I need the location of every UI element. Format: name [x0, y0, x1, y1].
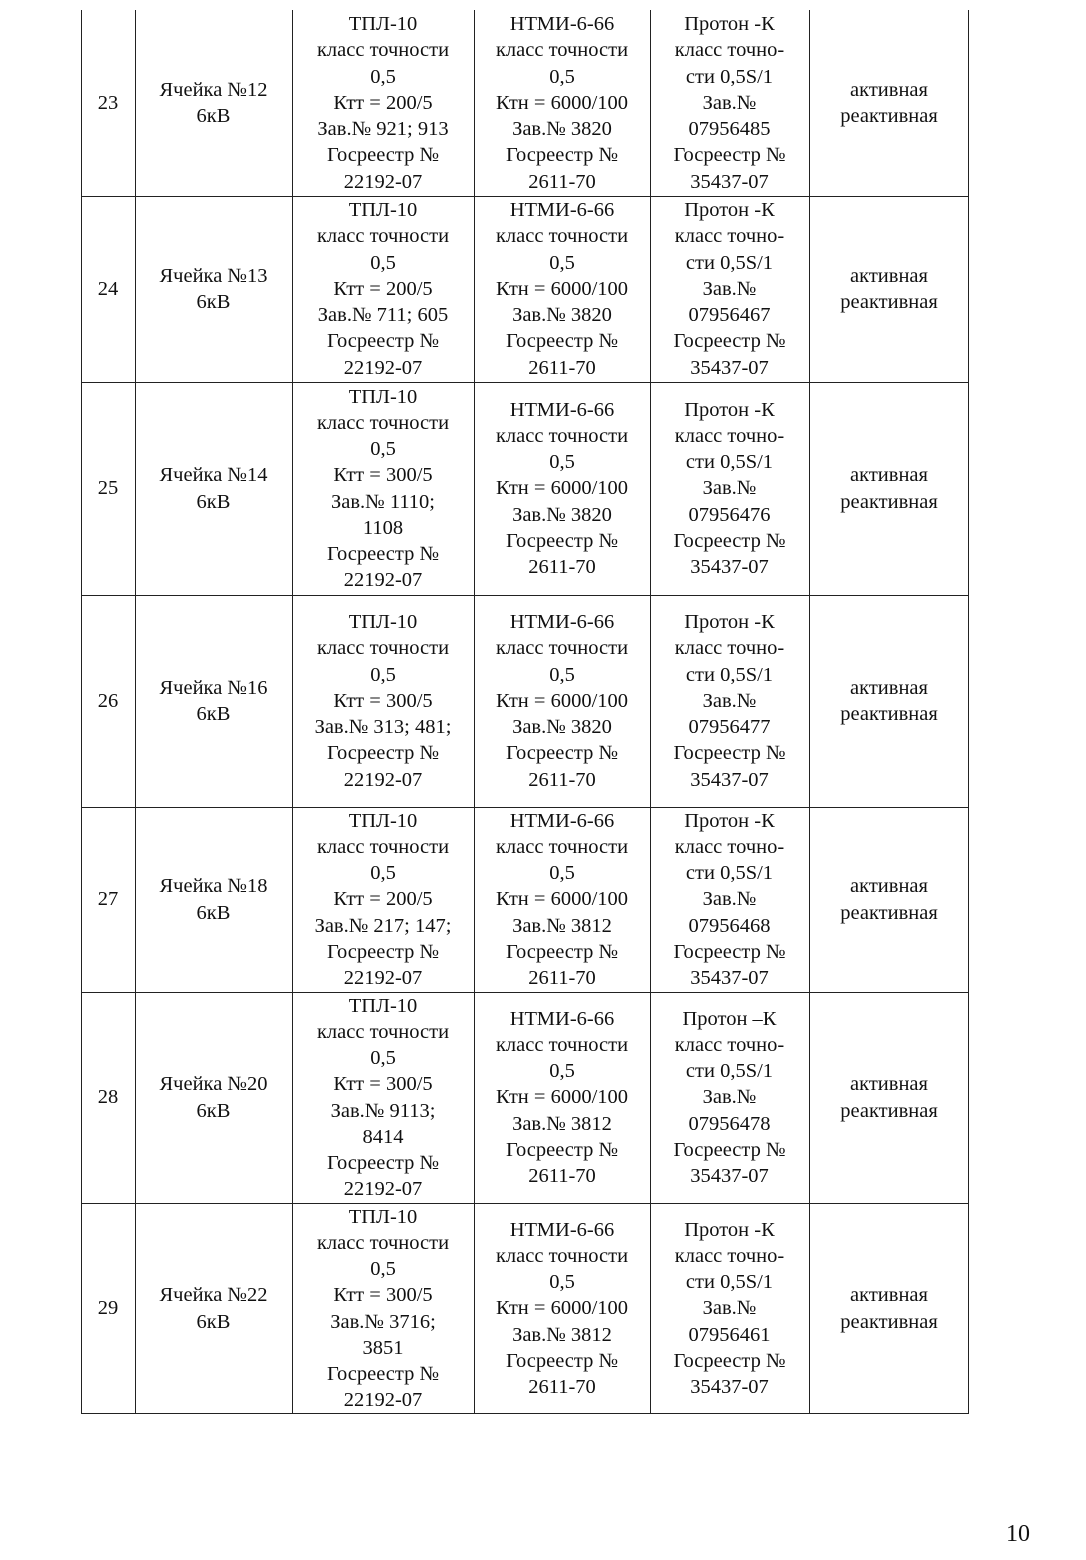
- electricity-meter-line: сти 0,5S/1: [685, 862, 774, 885]
- voltage-transformer-line: класс точности: [495, 225, 629, 248]
- row-number-value: 26: [97, 689, 119, 712]
- current-transformer-line: ТПЛ-10: [348, 385, 418, 408]
- current-transformer-line: Зав.№ 9113;: [330, 1099, 436, 1122]
- current-transformer-line: Зав.№ 217; 147;: [314, 914, 452, 937]
- cell-name: [135, 382, 292, 595]
- row-number: [81, 807, 135, 992]
- voltage-transformer-line: Ктн = 6000/100: [495, 1086, 629, 1109]
- electricity-meter-line: 35437-07: [690, 356, 769, 379]
- current-transformer-line: 22192-07: [343, 569, 423, 592]
- voltage-transformer-line: 0,5: [549, 862, 575, 885]
- cell-name-line: Ячейка №18: [159, 875, 268, 898]
- electricity-meter-line: Зав.№: [702, 477, 757, 500]
- row-number-value: 25: [97, 477, 119, 500]
- cell-name-line: 6кВ: [196, 1310, 231, 1333]
- current-transformer: [292, 196, 474, 382]
- energy-type: [809, 992, 969, 1203]
- voltage-transformer: [474, 1203, 650, 1414]
- voltage-transformer-line: Госреестр №: [505, 330, 619, 353]
- electricity-meter-line: Зав.№: [702, 277, 757, 300]
- electricity-meter-line: класс точно-: [674, 637, 785, 660]
- electricity-meter-line: сти 0,5S/1: [685, 1060, 774, 1083]
- electricity-meter-line: Протон -К: [684, 809, 775, 832]
- voltage-transformer-line: 0,5: [549, 1060, 575, 1083]
- cell-name: [135, 196, 292, 382]
- electricity-meter-line: 07956467: [688, 304, 771, 327]
- electricity-meter-line: сти 0,5S/1: [685, 251, 774, 274]
- voltage-transformer-line: класс точности: [495, 835, 629, 858]
- electricity-meter-line: класс точно-: [674, 39, 785, 62]
- voltage-transformer-line: Зав.№ 3820: [512, 118, 612, 141]
- energy-type-line: активная: [850, 1284, 928, 1307]
- electricity-meter-line: Протон –К: [682, 1007, 777, 1030]
- voltage-transformer-line: Зав.№ 3812: [512, 1112, 612, 1135]
- electricity-meter-line: Госреестр №: [673, 1349, 786, 1372]
- current-transformer-line: Ктт = 300/5: [333, 1284, 433, 1307]
- electricity-meter: [650, 196, 809, 382]
- current-transformer-line: ТПЛ-10: [348, 994, 418, 1017]
- energy-type: [809, 10, 969, 196]
- current-transformer-line: Госреестр №: [326, 542, 440, 565]
- electricity-meter: [650, 1203, 809, 1414]
- current-transformer-line: 0,5: [370, 251, 396, 274]
- electricity-meter-line: Зав.№: [702, 91, 757, 114]
- cell-name-line: 6кВ: [196, 1099, 231, 1122]
- current-transformer-line: 22192-07: [343, 1178, 423, 1201]
- electricity-meter: [650, 10, 809, 196]
- table-row: [81, 1203, 969, 1414]
- table-row: [81, 595, 969, 807]
- electricity-meter-line: 07956485: [688, 118, 771, 141]
- energy-type: [809, 595, 969, 807]
- current-transformer-line: Ктт = 300/5: [333, 464, 433, 487]
- electricity-meter-line: Госреестр №: [673, 330, 786, 353]
- cell-name-line: Ячейка №13: [159, 264, 268, 287]
- voltage-transformer-line: НТМИ-6-66: [509, 809, 615, 832]
- current-transformer-line: Ктт = 300/5: [333, 1073, 433, 1096]
- electricity-meter-line: сти 0,5S/1: [685, 663, 774, 686]
- voltage-transformer-line: класс точности: [495, 39, 629, 62]
- current-transformer: [292, 992, 474, 1203]
- electricity-meter-line: 07956461: [688, 1323, 771, 1346]
- row-number: [81, 595, 135, 807]
- voltage-transformer-line: НТМИ-6-66: [509, 1218, 615, 1241]
- cell-name-line: Ячейка №20: [159, 1073, 268, 1096]
- electricity-meter-line: 07956477: [688, 716, 771, 739]
- electricity-meter-line: 35437-07: [690, 1165, 769, 1187]
- current-transformer-line: 22192-07: [343, 967, 423, 989]
- voltage-transformer: [474, 595, 650, 807]
- cell-name-line: 6кВ: [196, 291, 231, 313]
- voltage-transformer-line: Ктн = 6000/100: [495, 689, 629, 712]
- current-transformer-line: Зав.№ 921; 913: [317, 118, 449, 141]
- electricity-meter-line: Госреестр №: [673, 742, 786, 765]
- voltage-transformer-line: Госреестр №: [505, 144, 619, 167]
- voltage-transformer-line: НТМИ-6-66: [509, 199, 615, 222]
- voltage-transformer-line: 0,5: [549, 663, 575, 686]
- row-number: [81, 992, 135, 1203]
- energy-type-line: реактивная: [840, 703, 938, 725]
- table-row: [81, 196, 969, 382]
- voltage-transformer-line: Госреестр №: [505, 742, 619, 765]
- cell-name: [135, 10, 292, 196]
- table-row: [81, 10, 969, 196]
- electricity-meter-line: Госреестр №: [673, 144, 786, 167]
- energy-type-line: реактивная: [840, 105, 938, 127]
- table-row: [81, 382, 969, 595]
- voltage-transformer-line: Ктн = 6000/100: [495, 888, 629, 911]
- row-number-value: 28: [97, 1086, 119, 1109]
- current-transformer-line: 0,5: [370, 65, 396, 88]
- electricity-meter-line: класс точно-: [674, 1033, 785, 1056]
- energy-type: [809, 1203, 969, 1414]
- electricity-meter-line: 07956478: [688, 1112, 771, 1135]
- voltage-transformer-line: Ктн = 6000/100: [495, 91, 629, 114]
- current-transformer-line: Ктт = 200/5: [333, 277, 433, 300]
- table-row: [81, 992, 969, 1203]
- energy-type-line: реактивная: [840, 1099, 938, 1122]
- electricity-meter-line: Зав.№: [702, 1297, 757, 1320]
- current-transformer-line: ТПЛ-10: [348, 13, 418, 36]
- current-transformer-line: Госреестр №: [326, 144, 440, 167]
- current-transformer-line: Ктт = 200/5: [333, 888, 433, 911]
- current-transformer-line: класс точности: [316, 835, 450, 858]
- energy-type-line: активная: [850, 464, 928, 487]
- current-transformer-line: класс точности: [316, 1231, 450, 1254]
- current-transformer-line: класс точности: [316, 411, 450, 434]
- page-number: 10: [1006, 1521, 1030, 1547]
- current-transformer: [292, 10, 474, 196]
- current-transformer-line: Госреестр №: [326, 1151, 440, 1174]
- voltage-transformer-line: класс точности: [495, 1033, 629, 1056]
- row-number: [81, 10, 135, 196]
- current-transformer-line: 8414: [362, 1125, 404, 1148]
- energy-type-line: активная: [850, 1073, 928, 1096]
- voltage-transformer-line: 0,5: [549, 1271, 575, 1294]
- voltage-transformer: [474, 196, 650, 382]
- electricity-meter-line: 07956468: [688, 914, 771, 937]
- cell-name-line: 6кВ: [196, 490, 231, 513]
- voltage-transformer-line: класс точности: [495, 1244, 629, 1267]
- current-transformer-line: 0,5: [370, 1258, 396, 1281]
- table-body: [81, 10, 969, 1414]
- cell-name: [135, 992, 292, 1203]
- electricity-meter-line: сти 0,5S/1: [685, 65, 774, 88]
- current-transformer: [292, 382, 474, 595]
- row-number-value: 24: [97, 277, 119, 300]
- energy-type: [809, 807, 969, 992]
- voltage-transformer-line: Госреестр №: [505, 1138, 619, 1161]
- voltage-transformer-line: Госреестр №: [505, 1349, 619, 1372]
- current-transformer-line: 1108: [362, 516, 404, 539]
- cell-name: [135, 1203, 292, 1414]
- voltage-transformer-line: 2611-70: [528, 1165, 596, 1187]
- electricity-meter-line: Зав.№: [702, 689, 757, 712]
- electricity-meter-line: Госреестр №: [673, 529, 786, 552]
- row-number-value: 29: [97, 1297, 119, 1320]
- voltage-transformer-line: Госреестр №: [505, 529, 619, 552]
- voltage-transformer-line: 0,5: [549, 451, 575, 474]
- electricity-meter-line: класс точно-: [674, 225, 785, 248]
- energy-type-line: реактивная: [840, 291, 938, 313]
- electricity-meter-line: класс точно-: [674, 1244, 785, 1267]
- electricity-meter-line: класс точно-: [674, 835, 785, 858]
- energy-type-line: реактивная: [840, 490, 938, 513]
- voltage-transformer-line: НТМИ-6-66: [509, 1007, 615, 1030]
- energy-type: [809, 196, 969, 382]
- current-transformer-line: Зав.№ 1110;: [330, 490, 436, 513]
- voltage-transformer-line: НТМИ-6-66: [509, 13, 615, 36]
- voltage-transformer-line: Зав.№ 3812: [512, 1323, 612, 1346]
- current-transformer-line: ТПЛ-10: [348, 611, 418, 634]
- electricity-meter-line: Зав.№: [702, 888, 757, 911]
- current-transformer-line: Зав.№ 313; 481;: [314, 716, 452, 739]
- voltage-transformer-line: Ктн = 6000/100: [495, 277, 629, 300]
- electricity-meter: [650, 595, 809, 807]
- voltage-transformer: [474, 992, 650, 1203]
- electricity-meter-line: класс точно-: [674, 424, 785, 447]
- cell-name-line: Ячейка №12: [159, 78, 268, 101]
- current-transformer-line: Госреестр №: [326, 742, 440, 765]
- electricity-meter-line: сти 0,5S/1: [685, 451, 774, 474]
- electricity-meter-line: Протон -К: [684, 398, 775, 421]
- voltage-transformer-line: 2611-70: [528, 556, 596, 578]
- current-transformer-line: класс точности: [316, 1020, 450, 1043]
- cell-name: [135, 807, 292, 992]
- electricity-meter-line: 35437-07: [690, 556, 769, 578]
- table-row: [81, 807, 969, 992]
- electricity-meter: [650, 807, 809, 992]
- electricity-meter-line: 35437-07: [690, 768, 769, 791]
- voltage-transformer-line: 2611-70: [528, 1376, 596, 1398]
- energy-type: [809, 382, 969, 595]
- electricity-meter-line: Зав.№: [702, 1086, 757, 1109]
- row-number-value: 23: [97, 91, 119, 114]
- current-transformer-line: Ктт = 200/5: [333, 91, 433, 114]
- electricity-meter-line: Протон -К: [684, 13, 775, 36]
- current-transformer-line: 0,5: [370, 1047, 396, 1070]
- row-number-value: 27: [97, 888, 119, 911]
- voltage-transformer-line: Зав.№ 3812: [512, 914, 612, 937]
- cell-name-line: Ячейка №22: [159, 1284, 268, 1307]
- current-transformer-line: Зав.№ 711; 605: [317, 304, 449, 327]
- voltage-transformer-line: 2611-70: [528, 170, 596, 193]
- voltage-transformer-line: Госреестр №: [505, 940, 619, 963]
- electricity-meter-line: Госреестр №: [673, 940, 786, 963]
- current-transformer-line: Зав.№ 3716;: [330, 1310, 436, 1333]
- energy-type-line: активная: [850, 875, 928, 898]
- voltage-transformer-line: Зав.№ 3820: [512, 503, 612, 526]
- voltage-transformer-line: 0,5: [549, 65, 575, 88]
- current-transformer: [292, 1203, 474, 1414]
- energy-type-line: реактивная: [840, 901, 938, 924]
- energy-type-line: активная: [850, 78, 928, 101]
- voltage-transformer-line: класс точности: [495, 424, 629, 447]
- current-transformer-line: класс точности: [316, 39, 450, 62]
- current-transformer-line: Ктт = 300/5: [333, 689, 433, 712]
- energy-type-line: активная: [850, 264, 928, 287]
- electricity-meter: [650, 382, 809, 595]
- current-transformer-line: 22192-07: [343, 1389, 423, 1412]
- voltage-transformer-line: 2611-70: [528, 768, 596, 791]
- current-transformer-line: ТПЛ-10: [348, 1205, 418, 1228]
- voltage-transformer-line: 0,5: [549, 251, 575, 274]
- row-number: [81, 196, 135, 382]
- metering-table: [81, 10, 969, 1414]
- voltage-transformer-line: Ктн = 6000/100: [495, 1297, 629, 1320]
- current-transformer-line: Госреестр №: [326, 330, 440, 353]
- current-transformer-line: ТПЛ-10: [348, 809, 418, 832]
- current-transformer-line: 22192-07: [343, 356, 423, 379]
- current-transformer-line: 22192-07: [343, 170, 423, 193]
- current-transformer: [292, 595, 474, 807]
- electricity-meter-line: Протон -К: [684, 611, 775, 634]
- electricity-meter-line: 35437-07: [690, 170, 769, 193]
- electricity-meter-line: Протон -К: [684, 199, 775, 222]
- voltage-transformer-line: НТМИ-6-66: [509, 398, 615, 421]
- current-transformer-line: 22192-07: [343, 768, 423, 791]
- cell-name-line: 6кВ: [196, 901, 231, 924]
- current-transformer-line: 0,5: [370, 438, 396, 461]
- current-transformer-line: класс точности: [316, 225, 450, 248]
- row-number: [81, 382, 135, 595]
- electricity-meter: [650, 992, 809, 1203]
- row-number: [81, 1203, 135, 1414]
- voltage-transformer-line: Зав.№ 3820: [512, 716, 612, 739]
- energy-type-line: реактивная: [840, 1310, 938, 1333]
- current-transformer-line: 0,5: [370, 663, 396, 686]
- voltage-transformer-line: Ктн = 6000/100: [495, 477, 629, 500]
- cell-name-line: Ячейка №14: [159, 464, 268, 487]
- cell-name-line: Ячейка №16: [159, 676, 268, 699]
- voltage-transformer-line: НТМИ-6-66: [509, 611, 615, 634]
- electricity-meter-line: 35437-07: [690, 967, 769, 989]
- electricity-meter-line: Протон -К: [684, 1218, 775, 1241]
- current-transformer-line: 3851: [362, 1336, 404, 1359]
- electricity-meter-line: Госреестр №: [673, 1138, 786, 1161]
- voltage-transformer-line: класс точности: [495, 637, 629, 660]
- voltage-transformer: [474, 382, 650, 595]
- current-transformer-line: ТПЛ-10: [348, 199, 418, 222]
- electricity-meter-line: 07956476: [688, 503, 771, 526]
- voltage-transformer-line: 2611-70: [528, 967, 596, 989]
- current-transformer-line: Госреестр №: [326, 940, 440, 963]
- current-transformer-line: Госреестр №: [326, 1362, 440, 1385]
- cell-name-line: 6кВ: [196, 105, 231, 127]
- current-transformer: [292, 807, 474, 992]
- current-transformer-line: 0,5: [370, 862, 396, 885]
- current-transformer-line: класс точности: [316, 637, 450, 660]
- energy-type-line: активная: [850, 676, 928, 699]
- electricity-meter-line: сти 0,5S/1: [685, 1271, 774, 1294]
- cell-name: [135, 595, 292, 807]
- cell-name-line: 6кВ: [196, 703, 231, 725]
- voltage-transformer: [474, 807, 650, 992]
- voltage-transformer: [474, 10, 650, 196]
- voltage-transformer-line: Зав.№ 3820: [512, 304, 612, 327]
- voltage-transformer-line: 2611-70: [528, 356, 596, 379]
- electricity-meter-line: 35437-07: [690, 1376, 769, 1398]
